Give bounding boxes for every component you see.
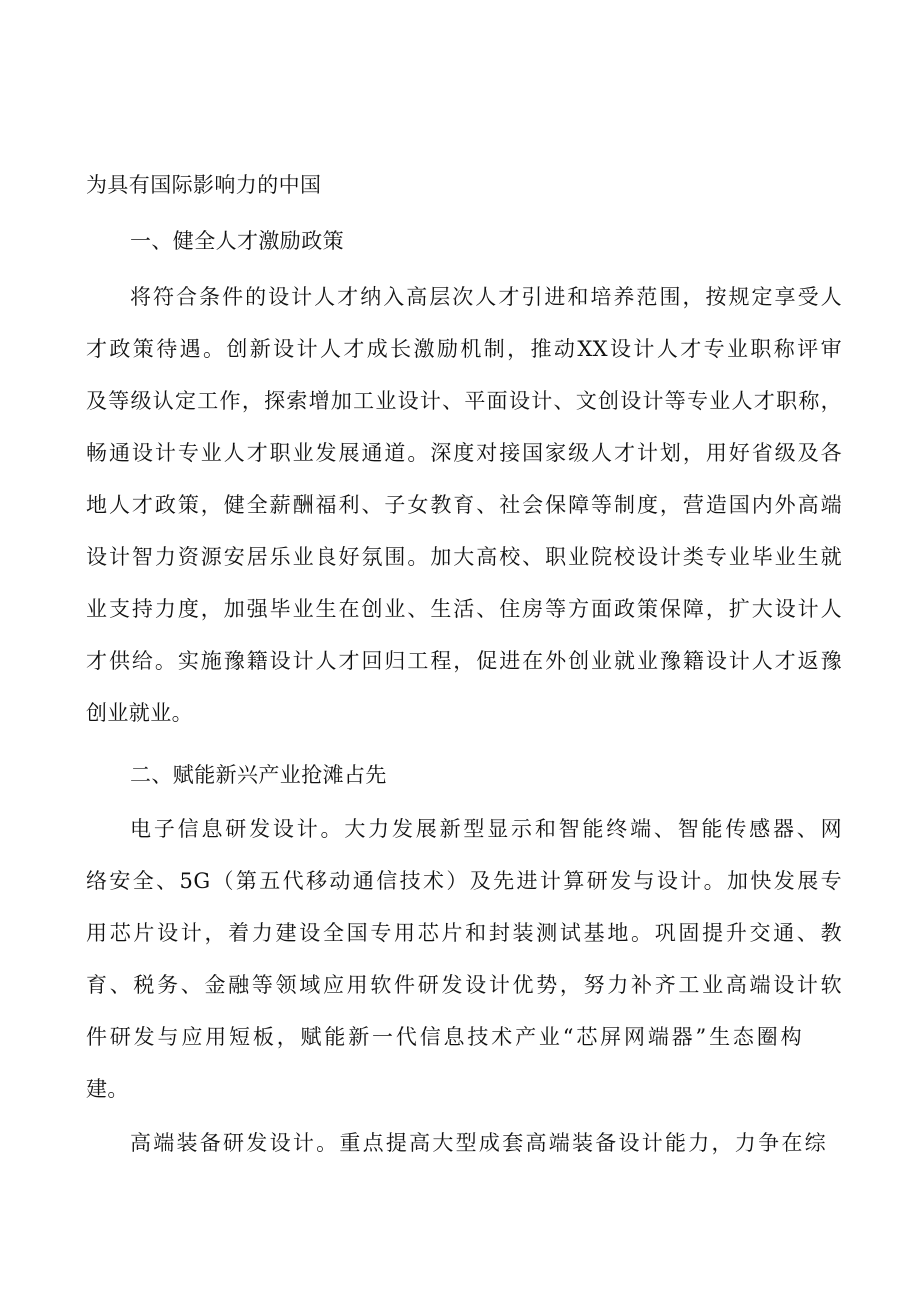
section1-line-9: 创业就业。: [86, 701, 193, 725]
section2-para1-line-1: 电子信息研发设计。大力发展新型显示和智能终端、智能传感器、网: [130, 817, 842, 841]
section2-para1-line-2: 络安全、5G（第五代移动通信技术）及先进计算研发与设计。加快发展专: [86, 869, 842, 893]
section2-para1-line-5: 件研发与应用短板，赋能新一代信息技术产业“芯屏网端器”生态圈构: [86, 1025, 802, 1049]
section1-line-2: 才政策待遇。创新设计人才成长激励机制，推动XX设计人才专业职称评审: [86, 337, 842, 361]
section2-para2-line-1: 高端装备研发设计。重点提高大型成套高端装备设计能力，力争在综: [130, 1131, 826, 1155]
section1-line-8: 才供给。实施豫籍设计人才回归工程，促进在外创业就业豫籍设计人才返豫: [86, 649, 842, 673]
section1-line-6: 设计智力资源安居乐业良好氛围。加大高校、职业院校设计类专业毕业生就: [86, 545, 842, 569]
section1-line-3: 及等级认定工作，探索增加工业设计、平面设计、文创设计等专业人才职称，: [86, 389, 842, 413]
section2-para1-line-3: 用芯片设计，着力建设全国专用芯片和封装测试基地。巩固提升交通、教: [86, 921, 842, 945]
section1-line-4: 畅通设计专业人才职业发展通道。深度对接国家级人才计划，用好省级及各: [86, 441, 842, 465]
section1-heading: 一、健全人才激励政策: [130, 229, 344, 253]
section2-para1-line-4: 育、税务、金融等领域应用软件研发设计优势，努力补齐工业高端设计软: [86, 973, 842, 997]
section1-line-7: 业支持力度，加强毕业生在创业、生活、住房等方面政策保障，扩大设计人: [86, 597, 842, 621]
section1-line-1: 将符合条件的设计人才纳入高层次人才引进和培养范围，按规定享受人: [130, 285, 842, 309]
intro-fragment: 为具有国际影响力的中国: [86, 173, 322, 197]
section2-para1-line-6: 建。: [86, 1077, 129, 1101]
section2-heading: 二、赋能新兴产业抢滩占先: [130, 763, 387, 787]
section1-line-5: 地人才政策，健全薪酬福利、子女教育、社会保障等制度，营造国内外高端: [86, 493, 842, 517]
